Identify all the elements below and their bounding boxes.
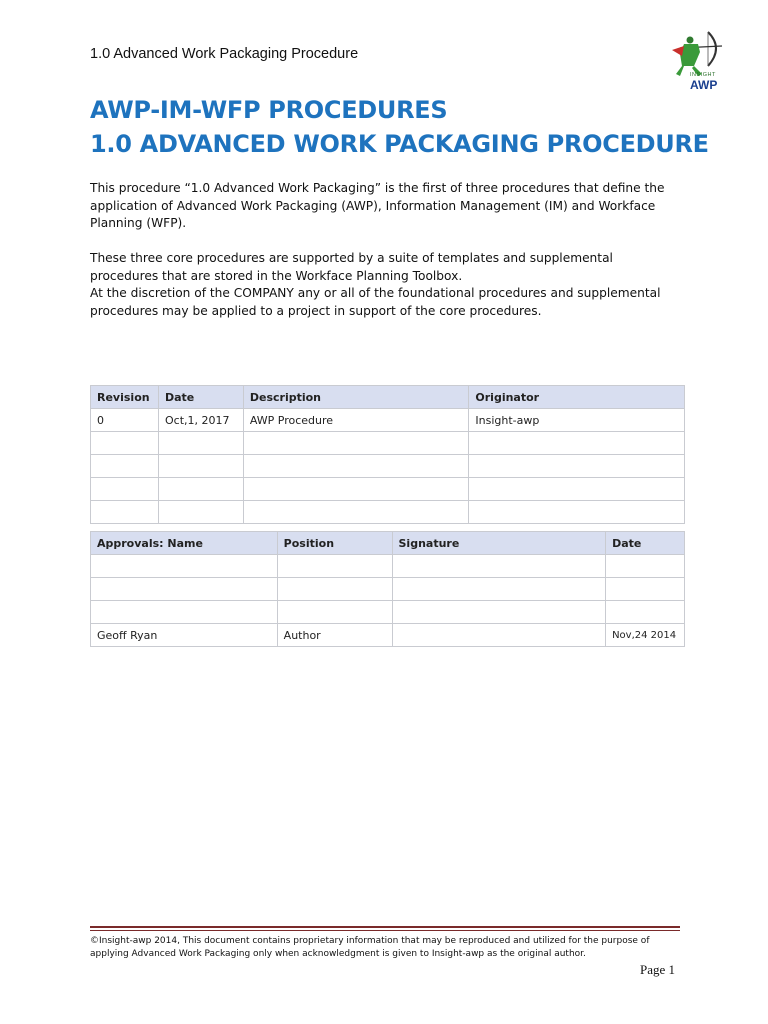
table-cell [392,601,606,624]
table-cell [243,432,469,455]
table-cell [469,478,685,501]
table-cell [243,501,469,524]
core-procedures-sentence: These three core procedures are supported by a suite of templates and supplemental procedures that are stored in the Workface Planning Toolbox. [90,251,613,283]
table-cell [91,455,159,478]
logo-small-text: INSIGHT [690,72,716,78]
table-cell [606,601,685,624]
table-cell [158,501,243,524]
page-number: Page 1 [640,962,676,977]
footer-rule [90,926,680,928]
running-header: 1.0 Advanced Work Packaging Procedure [90,46,359,62]
footer-rule-thin [90,930,680,931]
originator-header: Originator [469,386,685,409]
table-row [91,578,685,601]
table-row [91,501,685,524]
table-cell [91,432,159,455]
table-cell: 0 [91,409,159,432]
approvals-header-row [91,532,685,555]
table-cell [392,578,606,601]
table-row [91,478,685,501]
insight-awp-logo [650,26,728,98]
table-cell [158,478,243,501]
table-cell [277,555,392,578]
logo-text: AWP [690,78,718,92]
table-cell [91,555,278,578]
table-cell [392,555,606,578]
archer-logo-icon [650,26,728,86]
table-cell [392,624,606,647]
table-cell [158,432,243,455]
table-cell [277,578,392,601]
discretion-sentence: At the discretion of the COMPANY any or all of the foundational procedures and supplemental procedures may be applied to a project in support of the core procedures. [90,286,661,318]
table-cell: Nov,24 2014 [606,624,685,647]
table-cell: AWP Procedure [243,409,469,432]
table-cell [243,455,469,478]
table-cell [158,455,243,478]
date-header: Date [158,386,243,409]
table-cell [606,578,685,601]
table-cell: Author [277,624,392,647]
table-row [91,624,685,647]
table-cell: Geoff Ryan [91,624,278,647]
table-cell [469,455,685,478]
document-title-line1: AWP-IM-WFP PROCEDURES [90,96,448,124]
approvals-table [90,531,685,647]
approval-date-header: Date [606,532,685,555]
description-header: Description [243,386,469,409]
table-cell [243,478,469,501]
table-cell [469,501,685,524]
table-row [91,455,685,478]
table-row [91,555,685,578]
approvals-name-header: Approvals: Name [91,532,278,555]
table-cell [469,432,685,455]
table-cell: Insight-awp [469,409,685,432]
signature-header: Signature [392,532,606,555]
copyright-notice: ©Insight-awp 2014, This document contains proprietary information that may be reproduced and utilized for the purpose of applying Advanced Work Packaging only when acknowledgment is given to Insight-awp as the original author. [90,936,650,959]
table-row [91,601,685,624]
revision-header-row [91,386,685,409]
intro-paragraph: This procedure “1.0 Advanced Work Packaging” is the first of three procedures that define the application of Advanced Work Packaging (AWP), Information Management (IM) and Workface Planning (WFP). [90,181,665,230]
table-cell: Oct,1, 2017 [158,409,243,432]
position-header: Position [277,532,392,555]
revision-table [90,385,685,524]
core-procedures-paragraph [90,250,680,320]
table-cell [277,601,392,624]
table-row [91,409,685,432]
table-cell [606,555,685,578]
table-cell [91,578,278,601]
table-row [91,432,685,455]
table-cell [91,501,159,524]
document-title-line2: 1.0 ADVANCED WORK PACKAGING PROCEDURE [90,130,709,158]
revision-header: Revision [91,386,159,409]
table-cell [91,478,159,501]
table-cell [91,601,278,624]
